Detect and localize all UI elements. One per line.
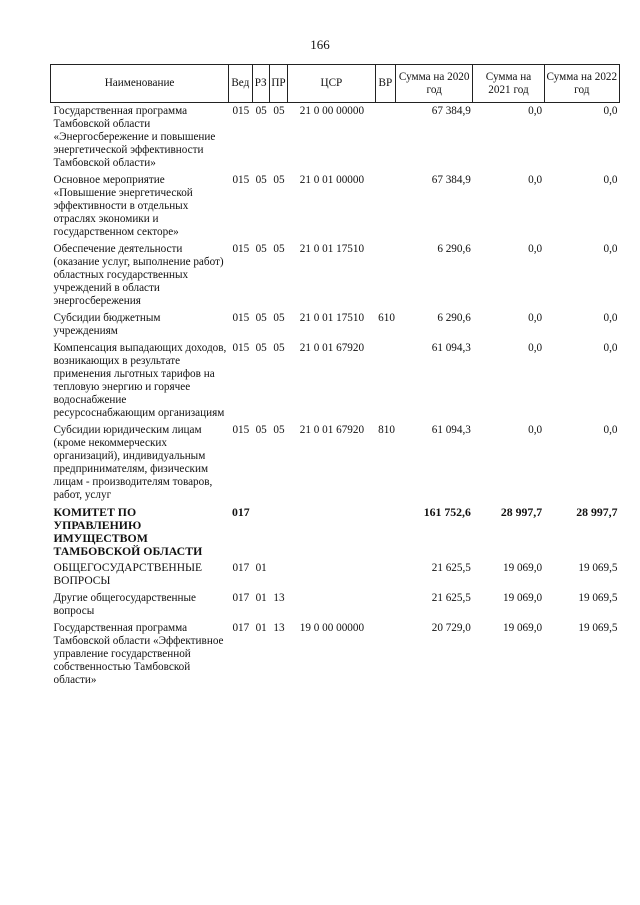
row-rz: 05 (255, 243, 267, 255)
row-sum-2022: 28 997,7 (576, 505, 618, 519)
table-header-row (51, 65, 620, 103)
row-pr: 05 (273, 243, 285, 255)
row-name: Субсидии юридическим лицам (кроме некоммерческих организаций), индивидуальным предпринимателям, физическим лицам - производителям товаров, работ, услуг (53, 424, 213, 501)
row-rz: 05 (255, 424, 267, 436)
row-rz: 01 (255, 562, 267, 574)
row-sum-2022: 19 069,5 (578, 562, 618, 574)
table-row (51, 310, 620, 340)
row-pr: 13 (273, 622, 285, 634)
table-row (51, 340, 620, 422)
row-name: Государственная программа Тамбовской области «Энергосбережение и повышение энергетической эффективности Тамбовской области» (53, 105, 216, 169)
row-csr: 21 0 01 00000 (299, 174, 365, 186)
row-csr (288, 504, 376, 560)
row-ved: 017 (232, 562, 250, 574)
row-ved: 017 (232, 592, 250, 604)
row-csr (288, 560, 376, 590)
row-sum-2021: 0,0 (528, 342, 543, 354)
header-vr: ВР (375, 65, 395, 103)
row-vr: 610 (378, 312, 395, 324)
row-vr (375, 103, 395, 173)
row-sum-2021: 0,0 (528, 424, 543, 436)
row-rz: 01 (255, 592, 267, 604)
table-row (51, 422, 620, 504)
table-row (51, 590, 620, 620)
row-sum-2021: 19 069,0 (502, 592, 543, 604)
row-ved: 015 (232, 174, 250, 186)
row-vr: 810 (378, 424, 395, 436)
row-sum-2020: 67 384,9 (431, 174, 471, 186)
row-sum-2020: 6 290,6 (437, 312, 471, 324)
row-csr: 21 0 00 00000 (299, 105, 365, 117)
row-sum-2020: 61 094,3 (431, 424, 471, 436)
row-sum-2020: 67 384,9 (431, 105, 471, 117)
row-vr (375, 560, 395, 590)
row-sum-2020: 21 625,5 (431, 592, 471, 604)
row-sum-2022: 19 069,5 (578, 592, 618, 604)
row-csr: 21 0 01 17510 (299, 312, 365, 324)
row-sum-2021: 28 997,7 (500, 505, 543, 519)
header-csr: ЦСР (288, 65, 376, 103)
row-name: КОМИТЕТ ПО УПРАВЛЕНИЮ ИМУЩЕСТВОМ ТАМБОВСКОЙ ОБЛАСТИ (53, 505, 203, 558)
header-sum-2022: Сумма на 2022 год (544, 65, 619, 103)
table-row (51, 172, 620, 241)
row-ved: 015 (232, 105, 250, 117)
row-sum-2021: 0,0 (528, 243, 543, 255)
row-vr (375, 504, 395, 560)
row-sum-2020: 61 094,3 (431, 342, 471, 354)
row-pr (269, 560, 287, 590)
row-ved: 017 (231, 505, 250, 519)
row-csr: 21 0 01 67920 (299, 342, 365, 354)
row-name: Государственная программа Тамбовской области «Эффективное управление государственной собственностью Тамбовской области» (53, 622, 224, 686)
row-pr: 05 (273, 424, 285, 436)
row-sum-2020: 21 625,5 (431, 562, 471, 574)
row-pr: 05 (273, 105, 285, 117)
row-sum-2020: 20 729,0 (431, 622, 471, 634)
row-pr: 13 (273, 592, 285, 604)
header-sum-2021: Сумма на 2021 год (473, 65, 544, 103)
row-pr (269, 504, 287, 560)
row-rz: 05 (255, 105, 267, 117)
row-vr (375, 241, 395, 310)
table-row (51, 241, 620, 310)
header-sum-2020: Сумма на 2020 год (396, 65, 473, 103)
row-pr: 05 (273, 312, 285, 324)
table-row (51, 103, 620, 173)
row-pr: 05 (273, 174, 285, 186)
table-row (51, 504, 620, 560)
table-row (51, 620, 620, 689)
row-name: Обеспечение деятельности (оказание услуг, выполнение работ) областных государственных учреждений в области энергосбережения (53, 243, 224, 307)
row-name: Другие общегосударственные вопросы (53, 592, 197, 617)
row-csr: 21 0 01 67920 (299, 424, 365, 436)
row-rz: 05 (255, 342, 267, 354)
row-csr: 21 0 01 17510 (299, 243, 365, 255)
row-vr (375, 340, 395, 422)
row-sum-2022: 19 069,5 (578, 622, 618, 634)
row-sum-2021: 0,0 (528, 105, 543, 117)
row-sum-2021: 19 069,0 (502, 562, 543, 574)
row-sum-2020: 161 752,6 (423, 505, 471, 519)
row-ved: 017 (232, 622, 250, 634)
header-pr: ПР (269, 65, 287, 103)
row-sum-2020: 6 290,6 (437, 243, 471, 255)
row-ved: 015 (232, 312, 250, 324)
row-ved: 015 (232, 342, 250, 354)
row-rz: 05 (255, 174, 267, 186)
row-sum-2021: 0,0 (528, 312, 543, 324)
row-name: Основное мероприятие «Повышение энергетической эффективности в отдельных отраслях экономики и государственном секторе» (53, 174, 193, 238)
header-ved: Вед (229, 65, 252, 103)
budget-table (50, 64, 620, 689)
row-sum-2022: 0,0 (603, 342, 618, 354)
row-rz (252, 504, 269, 560)
row-sum-2022: 0,0 (603, 174, 618, 186)
row-name: ОБЩЕГОСУДАРСТВЕННЫЕ ВОПРОСЫ (53, 562, 203, 587)
row-csr: 19 0 00 00000 (299, 622, 365, 634)
row-vr (375, 172, 395, 241)
row-sum-2021: 19 069,0 (502, 622, 543, 634)
header-name: Наименование (51, 65, 229, 103)
row-vr (375, 590, 395, 620)
header-rz: РЗ (252, 65, 269, 103)
row-name: Субсидии бюджетным учреждениям (53, 312, 161, 337)
row-sum-2022: 0,0 (603, 424, 618, 436)
row-sum-2022: 0,0 (603, 312, 618, 324)
row-rz: 05 (255, 312, 267, 324)
row-rz: 01 (255, 622, 267, 634)
row-sum-2021: 0,0 (528, 174, 543, 186)
row-pr: 05 (273, 342, 285, 354)
row-sum-2022: 0,0 (603, 243, 618, 255)
page-number: 166 (310, 37, 330, 52)
row-ved: 015 (232, 243, 250, 255)
row-sum-2022: 0,0 (603, 105, 618, 117)
row-vr (375, 620, 395, 689)
row-ved: 015 (232, 424, 250, 436)
row-csr (288, 590, 376, 620)
table-row (51, 560, 620, 590)
row-name: Компенсация выпадающих доходов, возникающих в результате применения льготных тарифов на тепловую энергию и горячее водоснабжение ресурсоснабжающим организациям (53, 342, 227, 419)
